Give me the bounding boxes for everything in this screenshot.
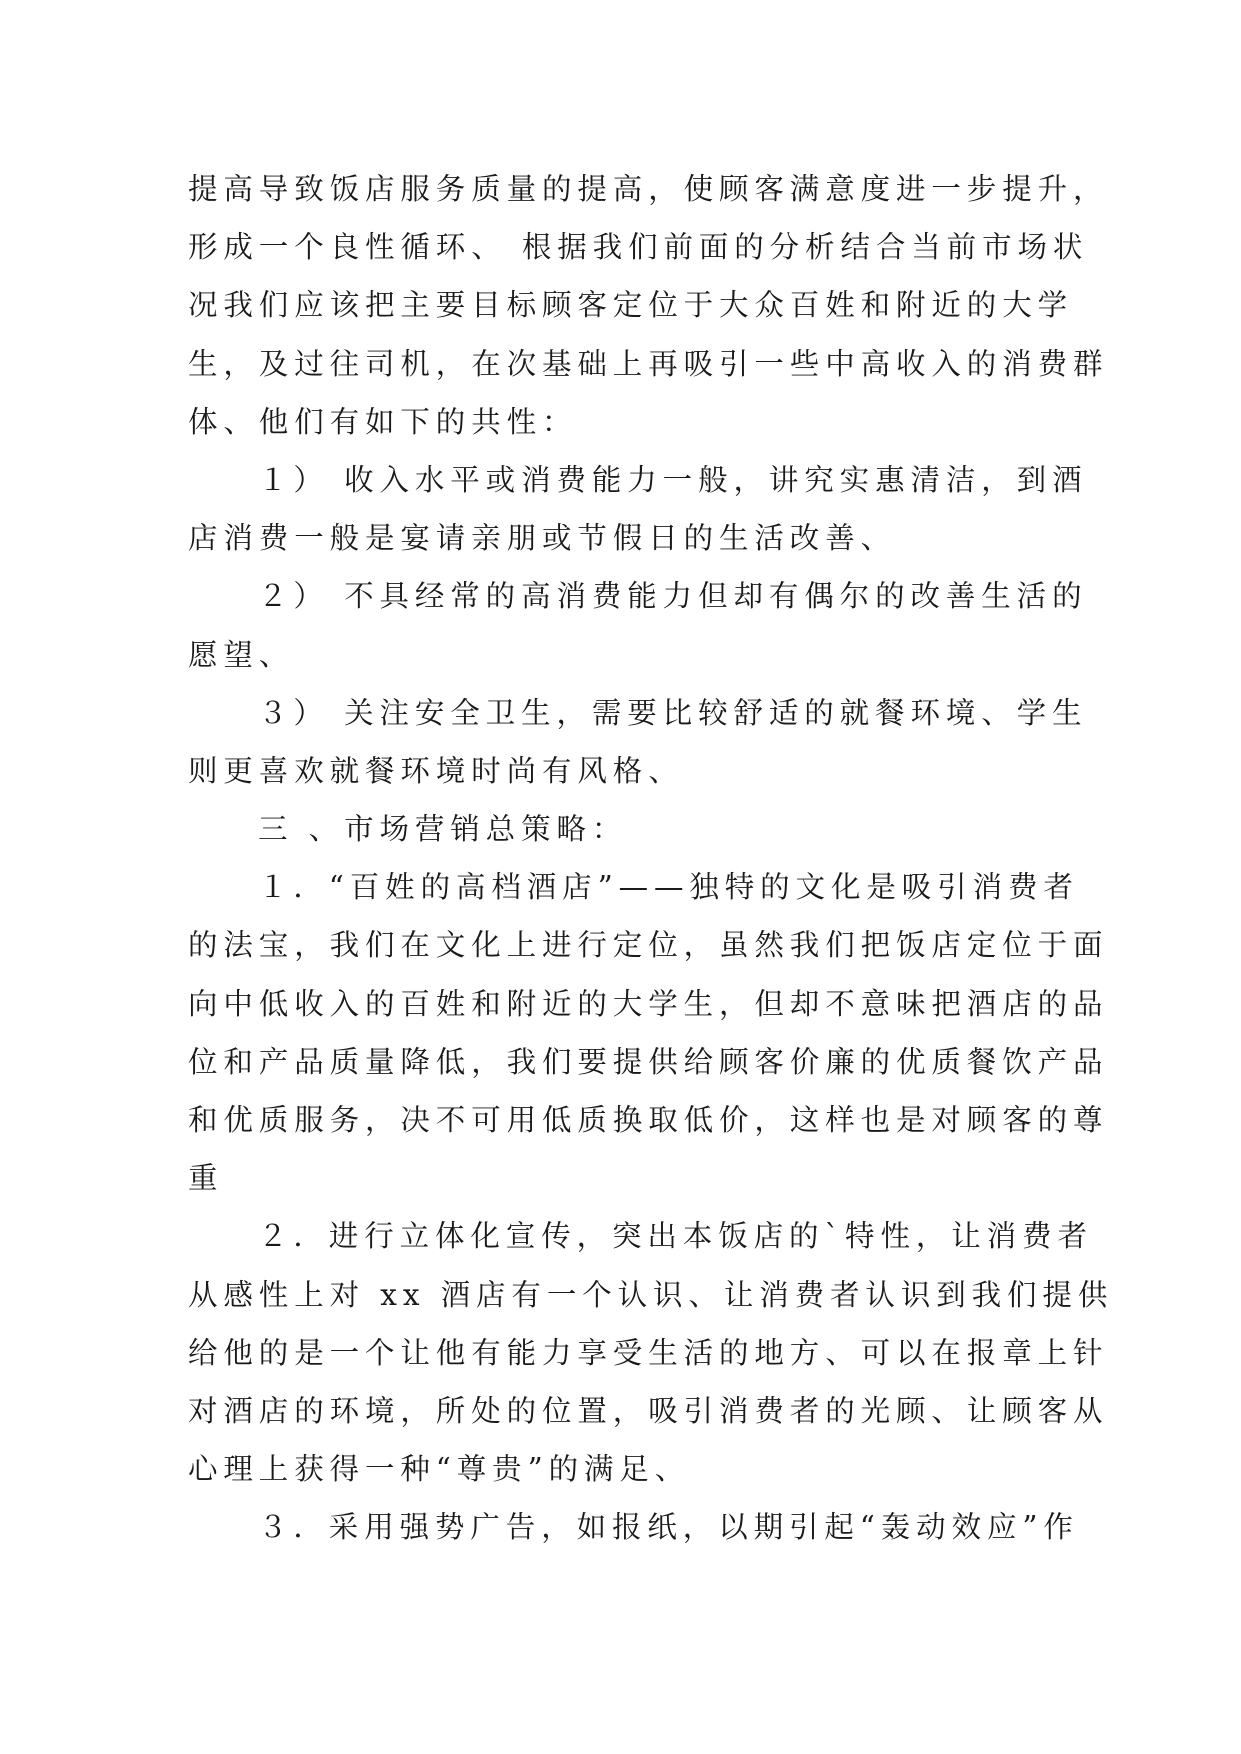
text-line: １） 收入水平或消费能力一般，讲究实惠清洁，到酒: [258, 462, 1088, 497]
text-line: 和优质服务，决不可用低质换取低价，这样也是对顾客的尊: [188, 1103, 1109, 1137]
text-line: ２．进行立体化宣传，突出本饭店的`特性，让消费者: [258, 1219, 1093, 1254]
text-line: 重: [188, 1161, 224, 1196]
text-line: ３） 关注安全卫生，需要比较舒适的就餐环境、学生: [258, 695, 1088, 730]
text-line: 三 、市场营销总策略：: [258, 812, 628, 847]
text-line: 店消费一般是宴请亲朋或节假日的生活改善、: [188, 521, 897, 556]
text-line: 提高导致饭店服务质量的提高，使顾客满意度进一步提升，: [188, 172, 1109, 206]
text-line: 则更喜欢就餐环境时尚有风格、: [188, 753, 684, 788]
text-line: 位和产品质量降低，我们要提供给顾客价廉的优质餐饮产品: [188, 1044, 1109, 1079]
text-line: 从感性上对 xx 酒店有一个认识、让消费者认识到我们提供: [188, 1277, 1114, 1312]
text-line: 心理上获得一种“尊贵”的满足、: [188, 1452, 691, 1487]
document-body: [188, 160, 1114, 1557]
text-line: 愿望、: [188, 637, 295, 672]
text-line: 体、他们有如下的共性：: [188, 404, 578, 439]
text-line: 向中低收入的百姓和附近的大学生，但却不意味把酒店的品: [188, 986, 1109, 1021]
text-line: 况我们应该把主要目标顾客定位于大众百姓和附近的大学: [188, 288, 1074, 323]
text-line: ２） 不具经常的高消费能力但却有偶尔的改善生活的: [258, 579, 1088, 614]
text-line: 形成一个良性循环、 根据我们前面的分析结合当前市场状: [188, 230, 1089, 265]
text-line: 对酒店的环境，所处的位置，吸引消费者的光顾、让顾客从: [188, 1393, 1109, 1428]
text-line: ３．采用强势广告，如报纸，以期引起“轰动效应”作: [258, 1510, 1079, 1545]
text-line: 生，及过往司机，在次基础上再吸引一些中高收入的消费群: [188, 346, 1109, 381]
text-line: 的法宝，我们在文化上进行定位，虽然我们把饭店定位于面: [188, 928, 1109, 963]
text-line: 给他的是一个让他有能力享受生活的地方、可以在报章上针: [188, 1335, 1109, 1370]
text-line: １．“百姓的高档酒店”——独特的文化是吸引消费者: [258, 870, 1079, 905]
